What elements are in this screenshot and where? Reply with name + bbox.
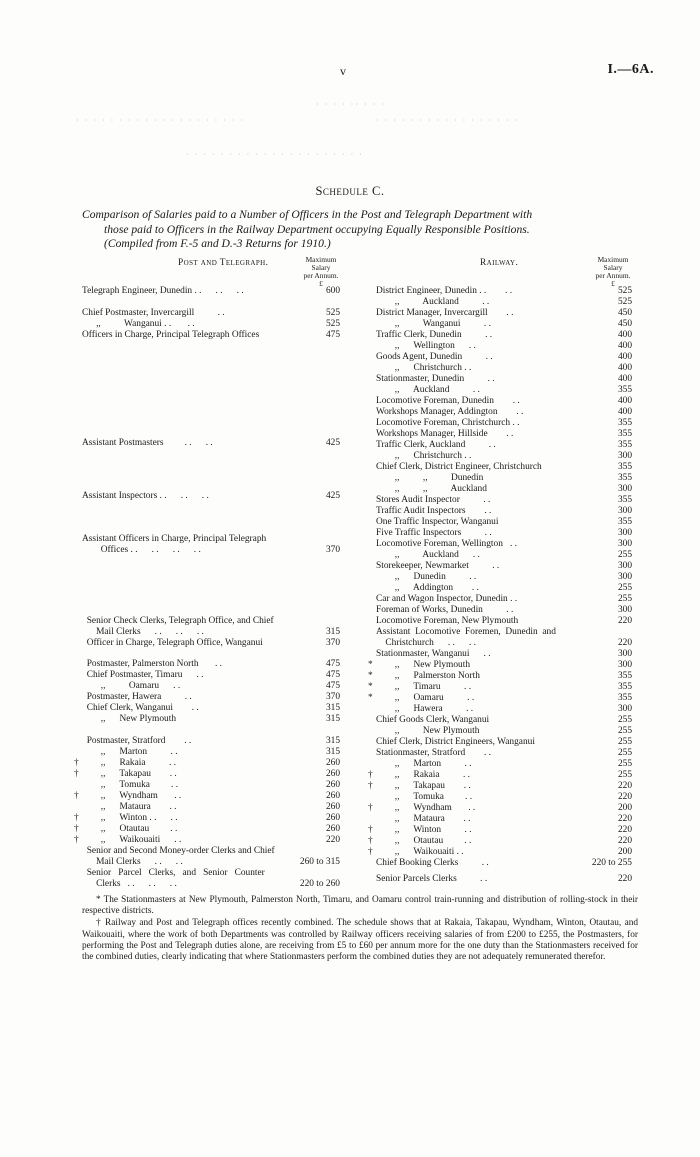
salary-amount: 220 [617, 638, 632, 648]
post-telegraph-column [74, 255, 344, 889]
salary-row [376, 308, 636, 319]
salary-amount: 255 [617, 759, 632, 769]
position-label: ,, Mataura . . [82, 802, 177, 812]
salary-row [376, 726, 636, 737]
salary-row [376, 605, 636, 616]
salary-amount: 400 [617, 341, 632, 351]
salary-row [376, 451, 636, 462]
salary-row [82, 703, 344, 714]
position-label: Christchurch . . . . [376, 638, 476, 648]
footnote-mark: † [74, 824, 79, 834]
salary-row [82, 627, 344, 638]
salary-amount: 260 [325, 780, 340, 790]
salary-amount: 300 [617, 649, 632, 659]
salary-row [376, 858, 636, 869]
salary-amount: 300 [617, 539, 632, 549]
position-label: Chief Booking Clerks . . [376, 858, 489, 868]
salary-amount: 300 [617, 605, 632, 615]
salary-row [376, 539, 636, 550]
salary-row [376, 297, 636, 308]
salary-row [376, 429, 636, 440]
position-label: Senior Parcel Clerks, and Senior Counter [82, 868, 265, 878]
salary-amount: 220 [617, 825, 632, 835]
salary-amount: 525 [617, 286, 632, 296]
salary-amount: 300 [617, 704, 632, 714]
max-heading-line: Salary [311, 263, 331, 272]
schedule-title: Schedule C. [315, 184, 385, 198]
salary-row [376, 572, 636, 583]
position-label: ,, Takapau . . [82, 769, 177, 779]
position-label: Mail Clerks . . . . . . [82, 627, 204, 637]
salary-row [376, 528, 636, 539]
footnote-mark: † [368, 803, 373, 813]
salary-amount: 525 [325, 308, 340, 318]
footnote-mark: * [368, 693, 373, 703]
footnote-mark: † [368, 836, 373, 846]
footnote-mark: † [368, 825, 373, 835]
salary-amount: 260 [325, 802, 340, 812]
salary-row [376, 462, 636, 473]
position-label: ,, Oamaru . . [82, 681, 181, 691]
max-heading-line: Maximum [597, 255, 629, 264]
salary-amount: 425 [325, 491, 340, 501]
position-label: ,, Christchurch . . [376, 363, 472, 373]
position-label: Chief Postmaster, Timaru . . [82, 670, 204, 680]
salary-row [74, 758, 344, 769]
salary-row [82, 491, 344, 502]
salary-row [376, 506, 636, 517]
salary-amount: 400 [617, 330, 632, 340]
salary-row [376, 396, 636, 407]
salary-amount: 425 [325, 438, 340, 448]
position-label: Stationmaster, Dunedin . . [376, 374, 495, 384]
salary-row [368, 803, 636, 814]
salary-row [82, 802, 344, 813]
salary-row [376, 352, 636, 363]
salary-amount: 300 [617, 506, 632, 516]
salary-amount: 355 [617, 385, 632, 395]
footnote-mark: † [368, 770, 373, 780]
salary-row [376, 649, 636, 660]
salary-amount: 600 [325, 286, 340, 296]
position-label: Traffic Clerk, Auckland . . [376, 440, 496, 450]
salary-amount: 525 [325, 319, 340, 329]
salary-row [368, 671, 636, 682]
footnote-mark: * [368, 682, 373, 692]
salary-row [376, 517, 636, 528]
position-label: Chief Clerk, District Engineer, Christchurch [376, 462, 542, 472]
salary-row [368, 836, 636, 847]
salary-amount: 370 [325, 545, 340, 555]
salary-row [82, 659, 344, 670]
footnote-mark: † [74, 791, 79, 801]
salary-amount: 255 [617, 726, 632, 736]
position-label: ,, Addington . . [376, 583, 479, 593]
salary-amount: 255 [617, 770, 632, 780]
position-label: ,, Wyndham . . [376, 803, 476, 813]
footnote-stationmasters: * The Stationmasters at New Plymouth, Palmerston North, Timaru, and Oamaru control train-running and distribution of rolling-stock in their respective districts. [82, 895, 638, 917]
salary-row [82, 670, 344, 681]
position-label: ,, New Plymouth [376, 660, 471, 670]
salary-amount: 255 [617, 583, 632, 593]
position-label: Storekeeper, Newmarket . . [376, 561, 500, 571]
salary-amount: 355 [617, 418, 632, 428]
position-label: Foreman of Works, Dunedin . . [376, 605, 514, 615]
salary-row [82, 616, 344, 627]
position-label: ,, Dunedin . . [376, 572, 477, 582]
salary-row [376, 385, 636, 396]
salary-row [368, 770, 636, 781]
position-label: Stores Audit Inspector . . [376, 495, 491, 505]
salary-row [376, 759, 636, 770]
position-label: Locomotive Foreman, Christchurch . . [376, 418, 520, 428]
position-label: Senior Check Clerks, Telegraph Office, and Chief [82, 616, 274, 626]
position-label: ,, New Plymouth [82, 714, 177, 724]
salary-row [82, 534, 344, 545]
position-label: Five Traffic Inspectors . . [376, 528, 492, 538]
position-label: ,, ,, Dunedin [376, 473, 484, 483]
position-label: ,, Auckland . . [376, 297, 490, 307]
position-label: ,, Hawera . . [376, 704, 474, 714]
salary-amount: 220 to 255 [591, 858, 632, 868]
salary-row [368, 660, 636, 671]
footnote-mark: † [74, 835, 79, 845]
salary-amount: 300 [617, 451, 632, 461]
salary-amount: 525 [617, 297, 632, 307]
max-salary-heading [590, 256, 636, 288]
salary-row [376, 814, 636, 825]
position-label: ,, Waikouaiti . . [82, 835, 182, 845]
salary-amount: 255 [617, 748, 632, 758]
position-label: Mail Clerks . . . . [82, 857, 183, 867]
salary-amount: 475 [325, 670, 340, 680]
position-label: Postmaster, Hawera . . [82, 692, 192, 702]
salary-row [376, 561, 636, 572]
salary-row [376, 737, 636, 748]
salary-amount: 255 [617, 715, 632, 725]
salary-amount: 255 [617, 594, 632, 604]
salary-amount: 260 [325, 769, 340, 779]
subtitle-line: those paid to Officers in the Railway Department occupying Equally Responsible Positions. [104, 222, 530, 236]
salary-amount: 450 [617, 319, 632, 329]
salary-row [376, 594, 636, 605]
salary-row [376, 319, 636, 330]
salary-amount: 355 [617, 440, 632, 450]
schedule-subtitle [82, 208, 659, 252]
salary-row [82, 286, 344, 297]
salary-amount: 300 [617, 572, 632, 582]
salary-row [82, 736, 344, 747]
salary-row [376, 495, 636, 506]
salary-row [82, 714, 344, 725]
position-label: Chief Postmaster, Invercargill . . [82, 308, 225, 318]
salary-amount: 315 [325, 747, 340, 757]
salary-amount: 400 [617, 407, 632, 417]
position-label: ,, Winton . . . . [82, 813, 178, 823]
salary-amount: 355 [617, 462, 632, 472]
position-label: ,, Winton . . [376, 825, 472, 835]
footnote-mark: * [368, 671, 373, 681]
position-label: Assistant Locomotive Foremen, Dunedin and [376, 627, 556, 637]
max-heading-line: per Annum. [303, 271, 339, 280]
salary-row [376, 583, 636, 594]
salary-amount: 300 [617, 484, 632, 494]
salary-amount: 220 [325, 835, 340, 845]
salary-row [82, 319, 344, 330]
position-label: ,, New Plymouth [376, 726, 480, 736]
salary-row [376, 616, 636, 627]
scan-noise-left: · · · · · · · · · · · · · · · · · · · · [76, 116, 246, 125]
subtitle-line: (Compiled from F.-5 and D.-3 Returns for 1910.) [104, 237, 331, 250]
salary-row [368, 781, 636, 792]
position-label: Goods Agent, Dunedin . . [376, 352, 493, 362]
salary-row [376, 748, 636, 759]
column-heading: Railway. [480, 258, 519, 268]
salary-amount: 355 [617, 693, 632, 703]
position-label: ,, Marton . . [376, 759, 472, 769]
salary-amount: 355 [617, 473, 632, 483]
salary-row [82, 330, 344, 341]
salary-amount: 260 [325, 758, 340, 768]
salary-row [368, 693, 636, 704]
salary-row [74, 791, 344, 802]
salary-row [376, 341, 636, 352]
column-header [82, 256, 344, 288]
salary-amount: 315 [325, 627, 340, 637]
salary-amount: 400 [617, 374, 632, 384]
position-label: Chief Goods Clerk, Wanganui [376, 715, 490, 725]
salary-row [82, 308, 344, 319]
salary-amount: 220 [617, 792, 632, 802]
position-label: Offices . . . . . . . . [82, 545, 201, 555]
position-label: Telegraph Engineer, Dunedin . . . . . . [82, 286, 244, 296]
salary-row [82, 857, 344, 868]
position-label: One Traffic Inspector, Wanganui [376, 517, 499, 527]
position-label: ,, Marton . . [82, 747, 178, 757]
position-label: ,, Tomuka . . [82, 780, 179, 790]
position-label: ,, Wellington . . [376, 341, 476, 351]
salary-amount: 355 [617, 429, 632, 439]
salary-amount: 200 [617, 847, 632, 857]
position-label: Chief Clerk, Wanganui . . [82, 703, 199, 713]
max-heading-line: £ [611, 279, 615, 288]
salary-row [376, 550, 636, 561]
column-header [376, 256, 636, 288]
salary-amount: 475 [325, 659, 340, 669]
salary-amount: 220 to 260 [299, 879, 340, 889]
position-label: ,, Tomuka . . [376, 792, 473, 802]
position-label: ,, Wyndham . . [82, 791, 182, 801]
salary-row [74, 835, 344, 846]
position-label: Stationmaster, Wanganui . . [376, 649, 491, 659]
position-label: ,, Otautau . . [82, 824, 178, 834]
position-label: Workshops Manager, Hillside . . [376, 429, 514, 439]
position-label: ,, Takapau . . [376, 781, 471, 791]
position-label: Assistant Inspectors . . . . . . [82, 491, 209, 501]
salary-amount: 315 [325, 736, 340, 746]
position-label: ,, Christchurch . . [376, 451, 472, 461]
position-label: ,, Otautau . . [376, 836, 472, 846]
salary-row [376, 792, 636, 803]
position-label: ,, Palmerston North [376, 671, 480, 681]
salary-amount: 315 [325, 703, 340, 713]
position-label: District Engineer, Dunedin . . . . [376, 286, 513, 296]
footnote-mark: † [368, 781, 373, 791]
salary-row [74, 824, 344, 835]
salary-amount: 315 [325, 714, 340, 724]
salary-amount: 370 [325, 692, 340, 702]
salary-amount: 450 [617, 308, 632, 318]
salary-amount: 220 [617, 616, 632, 626]
max-heading-line: Salary [603, 263, 623, 272]
footnote-mark: † [74, 813, 79, 823]
footnote-combined-offices: † Railway and Post and Telegraph offices recently combined. The schedule shows that at Rakaia, Takapau, Wyndham, Winton, Otautau, and Waikouaiti, where the work of both Departments was controlled by Railway officers receiving salaries of from £200 to £255, the Postmasters, for performing the Post and Telegraph duties alone, are receiving from £5 to £60 per annum more for the one duty than the Stationmasters received for the combined duties, clearly indicating that where Stationmasters perform the combined duties they are not adequately remunerated therefor. [82, 918, 638, 963]
railway-column [368, 255, 636, 884]
position-label: ,, Rakaia . . [376, 770, 470, 780]
salary-row [376, 704, 636, 715]
salary-amount: 355 [617, 671, 632, 681]
scan-noise-top: · · · · ·· · · · [316, 100, 386, 109]
max-salary-heading [298, 256, 344, 288]
position-label: Senior Parcels Clerks . . [376, 874, 488, 884]
salary-row [82, 638, 344, 649]
position-label: Locomotive Foreman, New Plymouth [376, 616, 519, 626]
salary-row [376, 484, 636, 495]
salary-amount: 200 [617, 803, 632, 813]
position-label: ,, Mataura . . [376, 814, 471, 824]
salary-row [376, 407, 636, 418]
salary-amount: 355 [617, 517, 632, 527]
salary-row [376, 374, 636, 385]
max-heading-line: per Annum. [595, 271, 631, 280]
footnote-mark: * [368, 660, 373, 670]
column-heading: Post and Telegraph. [178, 258, 269, 268]
salary-row [376, 715, 636, 726]
salary-amount: 255 [617, 737, 632, 747]
footnote-mark: † [74, 758, 79, 768]
salary-row [376, 440, 636, 451]
position-label: Postmaster, Palmerston North . . [82, 659, 222, 669]
salary-row [82, 879, 344, 890]
position-label: ,, Oamaru . . [376, 693, 475, 703]
salary-amount: 260 [325, 791, 340, 801]
salary-row [82, 692, 344, 703]
position-label: Workshops Manager, Addington . . [376, 407, 524, 417]
salary-amount: 400 [617, 396, 632, 406]
salary-amount: 370 [325, 638, 340, 648]
salary-amount: 220 [617, 874, 632, 884]
salary-amount: 475 [325, 681, 340, 691]
footnote-mark: † [74, 769, 79, 779]
salary-row [368, 682, 636, 693]
position-label: ,, Auckland . . [376, 385, 480, 395]
position-label: Postmaster, Stratford . . [82, 736, 192, 746]
salary-row [82, 438, 344, 449]
position-label: Stationmaster, Stratford . . [376, 748, 491, 758]
position-label: ,, Wanganui . . [376, 319, 491, 329]
position-label: Officer in Charge, Telegraph Office, Wanganui [82, 638, 263, 648]
salary-row [82, 780, 344, 791]
salary-row [368, 847, 636, 858]
footnotes [82, 895, 638, 964]
salary-amount: 355 [617, 495, 632, 505]
salary-amount: 260 to 315 [299, 857, 340, 867]
scan-noise-mid: · · · · · · · · · · · · · · · · · · · · · [186, 150, 364, 159]
salary-amount: 475 [325, 330, 340, 340]
salary-row [368, 825, 636, 836]
page-number: v [340, 64, 346, 78]
salary-row [376, 874, 636, 885]
position-label: Car and Wagon Inspector, Dunedin . . [376, 594, 518, 604]
salary-amount: 400 [617, 363, 632, 373]
position-label: Clerks . . . . . . [82, 879, 177, 889]
salary-row [82, 747, 344, 758]
salary-amount: 220 [617, 836, 632, 846]
max-heading-line: Maximum [305, 255, 337, 264]
position-label: Senior and Second Money-order Clerks and Chief [82, 846, 275, 856]
position-label: ,, Rakaia . . [82, 758, 176, 768]
scan-noise-right: · · · · · · · · · · · · · · · · · [376, 116, 520, 125]
salary-row [376, 473, 636, 484]
salary-row [82, 868, 344, 879]
salary-row [74, 769, 344, 780]
position-label: ,, ,, Auckland [376, 484, 487, 494]
position-label: Locomotive Foreman, Wellington . . [376, 539, 517, 549]
salary-row [376, 418, 636, 429]
position-label: Officers in Charge, Principal Telegraph Offices [82, 330, 260, 340]
position-label: Chief Clerk, District Engineers, Wanganui [376, 737, 535, 747]
position-label: Locomotive Foreman, Dunedin . . [376, 396, 520, 406]
position-label: ,, Timaru . . [376, 682, 472, 692]
position-label: Traffic Clerk, Dunedin . . [376, 330, 493, 340]
max-heading-line: £ [319, 279, 323, 288]
salary-amount: 220 [617, 814, 632, 824]
salary-row [82, 681, 344, 692]
salary-amount: 260 [325, 824, 340, 834]
salary-amount: 355 [617, 682, 632, 692]
salary-row [376, 286, 636, 297]
footnote-mark: † [368, 847, 373, 857]
report-reference: I.—6A. [607, 62, 654, 77]
salary-amount: 400 [617, 352, 632, 362]
position-label: District Manager, Invercargill . . [376, 308, 514, 318]
salary-amount: 300 [617, 561, 632, 571]
salary-amount: 300 [617, 660, 632, 670]
salary-row [376, 638, 636, 649]
position-label: ,, Auckland . . [376, 550, 480, 560]
salary-row [82, 846, 344, 857]
position-label: ,, Waikouaiti . . [376, 847, 464, 857]
salary-row [376, 627, 636, 638]
salary-row [74, 813, 344, 824]
salary-amount: 220 [617, 781, 632, 791]
position-label: Assistant Postmasters . . . . [82, 438, 213, 448]
salary-amount: 255 [617, 550, 632, 560]
position-label: Assistant Officers in Charge, Principal Telegraph [82, 534, 267, 544]
salary-row [82, 545, 344, 556]
subtitle-line: Comparison of Salaries paid to a Number of Officers in the Post and Telegraph Department with [82, 208, 533, 221]
salary-row [376, 330, 636, 341]
salary-amount: 300 [617, 528, 632, 538]
salary-amount: 260 [325, 813, 340, 823]
position-label: ,, Wanganui . . . . [82, 319, 195, 329]
salary-row [376, 363, 636, 374]
position-label: Traffic Audit Inspectors . . [376, 506, 492, 516]
